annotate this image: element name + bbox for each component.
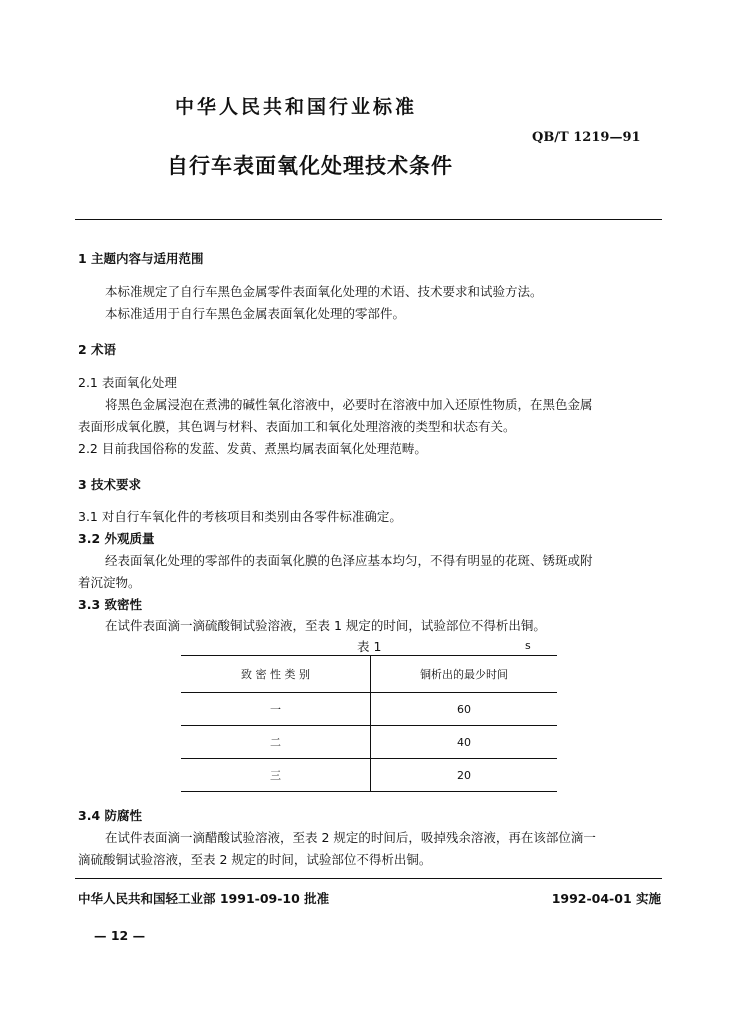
table-header-row [181,656,557,693]
section-1-heading: 1 主题内容与适用范围 [78,251,204,266]
page-number: — 12 — [94,928,146,943]
section-3-4-line-1: 在试件表面滴一滴醋酸试验溶液，至表 2 规定的时间后，吸掉残余溶液，再在该部位滴一 [105,830,596,845]
section-1-paragraph-1: 本标准规定了自行车黑色金属零件表面氧化处理的术语、技术要求和试验方法。 [105,284,543,299]
footer-divider [75,878,662,879]
section-3-2-line-1: 经表面氧化处理的零部件的表面氧化膜的色泽应基本均匀，不得有明显的花斑、锈斑或附 [105,553,593,568]
section-2-2: 2.2 目前我国俗称的发蓝、发黄、煮黑均属表面氧化处理范畴。 [78,441,427,456]
table-header-min-time: 铜析出的最少时间 [371,656,558,693]
table-1-unit: s [525,639,531,652]
section-3-4-line-2: 滴硫酸铜试验溶液，至表 2 规定的时间，试验部位不得析出铜。 [78,852,432,867]
section-2-heading: 2 术语 [78,342,117,357]
table-row [181,726,557,759]
section-3-3-heading: 3.3 致密性 [78,597,142,612]
table-cell-category: 二 [181,726,371,759]
section-3-4-heading: 3.4 防腐性 [78,808,142,823]
section-1-paragraph-2: 本标准适用于自行车黑色金属表面氧化处理的零部件。 [105,306,406,321]
table-row [181,693,557,726]
table-cell-category: 一 [181,693,371,726]
section-3-2-heading: 3.2 外观质量 [78,531,155,546]
section-3-1: 3.1 对自行车氧化件的考核项目和类别由各零件标准确定。 [78,509,402,524]
table-1-caption: 表 1 [357,639,382,654]
table-cell-time: 60 [371,693,558,726]
approval-line: 中华人民共和国轻工业部 1991-09-10 批准 [78,891,330,906]
section-2-1-line-1: 将黑色金属浸泡在煮沸的碱性氧化溶液中，必要时在溶液中加入还原性物质，在黑色金属 [105,397,593,412]
table-cell-category: 三 [181,759,371,792]
table-cell-time: 20 [371,759,558,792]
density-table [181,655,557,792]
effective-date: 1992-04-01 实施 [551,891,661,906]
document-title: 自行车表面氧化处理技术条件 [167,154,453,178]
section-3-heading: 3 技术要求 [78,477,142,492]
table-header-category: 致 密 性 类 别 [181,656,371,693]
table-cell-time: 40 [371,726,558,759]
section-3-3-text: 在试件表面滴一滴硫酸铜试验溶液，至表 1 规定的时间，试验部位不得析出铜。 [105,618,546,633]
section-2-1-heading: 2.1 表面氧化处理 [78,375,177,390]
issuing-agency: 中华人民共和国行业标准 [175,96,418,118]
table-row [181,759,557,792]
section-2-1-line-2: 表面形成氧化膜，其色调与材料、表面加工和氧化处理溶液的类型和状态有关。 [78,419,516,434]
section-3-2-line-2: 着沉淀物。 [78,575,141,590]
header-divider [75,219,662,220]
standard-code: QB/T 1219—91 [532,130,641,145]
